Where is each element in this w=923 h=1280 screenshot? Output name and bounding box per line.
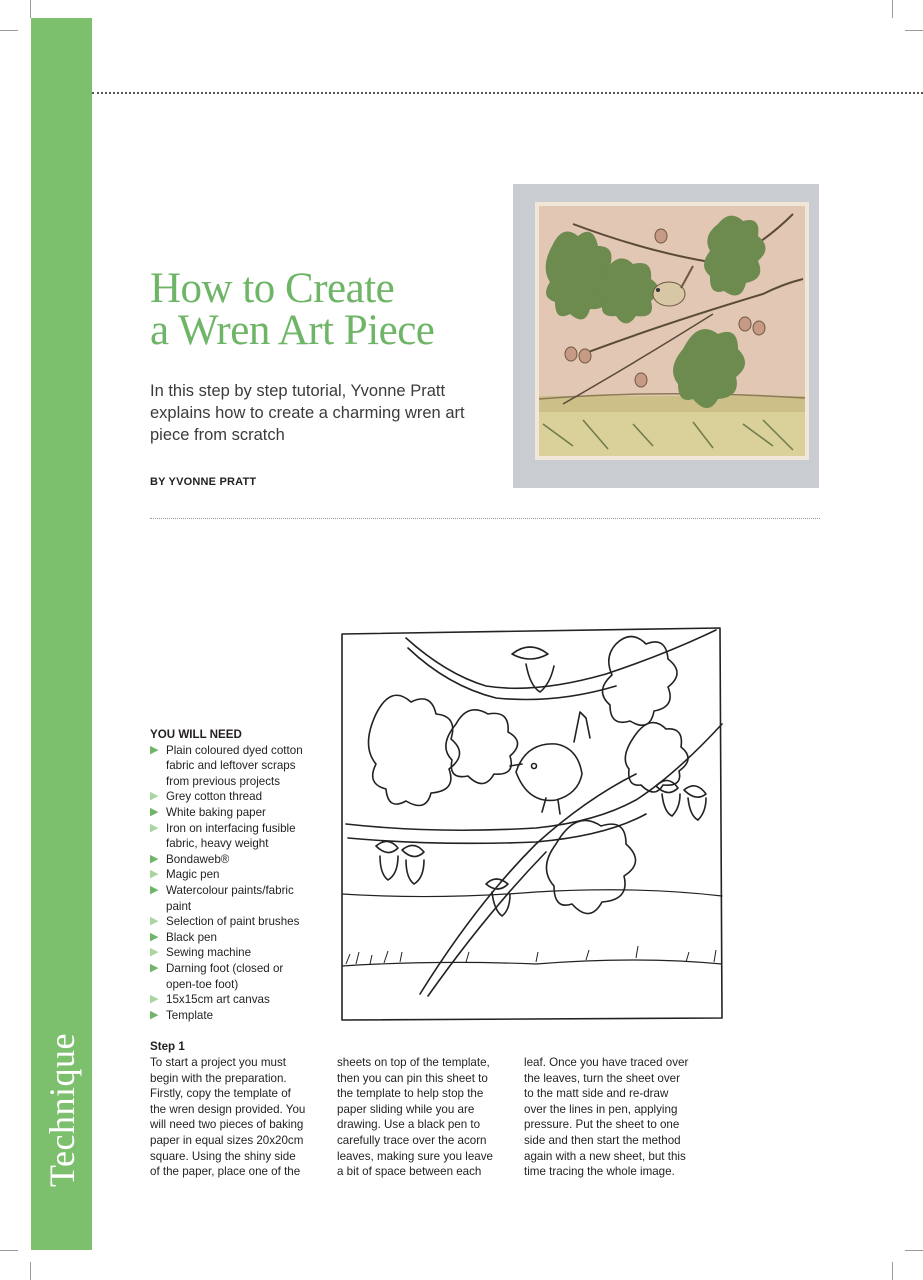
finished-artwork-photo bbox=[513, 184, 819, 488]
triangle-bullet-icon: ▶ bbox=[150, 930, 159, 943]
crop-mark bbox=[0, 1250, 18, 1251]
list-item: ▶ Magic pen bbox=[150, 868, 220, 882]
triangle-bullet-icon: ▶ bbox=[150, 790, 159, 803]
triangle-bullet-icon: ▶ bbox=[150, 993, 159, 1006]
crop-mark bbox=[892, 0, 893, 18]
list-item: ▶ Darning foot (closed or open-toe foot) bbox=[150, 961, 284, 991]
list-item: ▶ White baking paper bbox=[150, 805, 266, 819]
list-item: ▶ Bondaweb® bbox=[150, 852, 230, 866]
list-item: ▶ Plain coloured dyed cotton fabric and leftover scraps from previous projects bbox=[150, 743, 303, 788]
crop-mark bbox=[892, 1262, 893, 1280]
you-will-need-heading: YOU WILL NEED bbox=[150, 728, 242, 741]
standfirst: In this step by step tutorial, Yvonne Pratt explains how to create a charming wren art piece from scratch bbox=[150, 382, 465, 444]
list-item: ▶ Iron on interfacing fusible fabric, heavy weight bbox=[150, 821, 296, 851]
triangle-bullet-icon: ▶ bbox=[150, 946, 159, 959]
crop-mark bbox=[905, 30, 923, 31]
list-item: ▶ Grey cotton thread bbox=[150, 790, 263, 804]
triangle-bullet-icon: ▶ bbox=[150, 883, 159, 896]
title-line-2: a Wren Art Piece bbox=[150, 307, 435, 354]
crop-mark bbox=[0, 30, 18, 31]
wren-template-drawing bbox=[336, 624, 740, 1024]
crop-mark bbox=[30, 0, 31, 18]
triangle-bullet-icon: ▶ bbox=[150, 821, 159, 834]
step-1-heading: Step 1 bbox=[150, 1040, 185, 1053]
list-item: ▶ Black pen bbox=[150, 930, 217, 944]
step-1-column-2: sheets on top of the template, then you can pin this sheet to the template to help stop the paper sliding while you are drawing. Use a black pen to carefully trace over the acorn leaves, making sure you leave a bit of space between each bbox=[337, 1056, 493, 1179]
crop-mark bbox=[30, 1262, 31, 1280]
section-dotted-rule bbox=[150, 518, 820, 519]
step-1-column-1: To start a project you must begin with the preparation. Firstly, copy the template of the wren design provided. You will need two pieces of baking paper in equal sizes 20x20cm square. Using the shiny side of the paper, place one of the bbox=[150, 1056, 306, 1179]
triangle-bullet-icon: ▶ bbox=[150, 915, 159, 928]
triangle-bullet-icon: ▶ bbox=[150, 852, 159, 865]
list-item: ▶ Sewing machine bbox=[150, 946, 252, 960]
step-1-column-3: leaf. Once you have traced over the leaves, turn the sheet over to the matt side and re-draw over the lines in pen, applying pressure. Put the sheet to one side and then start the method again with a new sheet, but this time tracing the whole image. bbox=[524, 1056, 689, 1179]
page-title bbox=[150, 265, 435, 354]
section-label: Technique bbox=[42, 1033, 82, 1187]
triangle-bullet-icon: ▶ bbox=[150, 805, 159, 818]
crop-mark bbox=[905, 1250, 923, 1251]
title-line-1: How to Create bbox=[150, 265, 395, 312]
list-item: ▶ 15x15cm art canvas bbox=[150, 993, 270, 1007]
triangle-bullet-icon: ▶ bbox=[150, 868, 159, 881]
triangle-bullet-icon: ▶ bbox=[150, 743, 159, 756]
byline: BY YVONNE PRATT bbox=[150, 476, 257, 488]
step-1-heading-block bbox=[150, 1039, 185, 1055]
list-item: ▶ Watercolour paints/fabric paint bbox=[150, 883, 294, 913]
you-will-need-list bbox=[150, 727, 325, 1023]
triangle-bullet-icon: ▶ bbox=[150, 1008, 159, 1021]
list-item: ▶ Selection of paint brushes bbox=[150, 915, 300, 929]
top-dotted-rule bbox=[92, 92, 923, 94]
triangle-bullet-icon: ▶ bbox=[150, 961, 159, 974]
list-item: ▶ Template bbox=[150, 1008, 214, 1022]
